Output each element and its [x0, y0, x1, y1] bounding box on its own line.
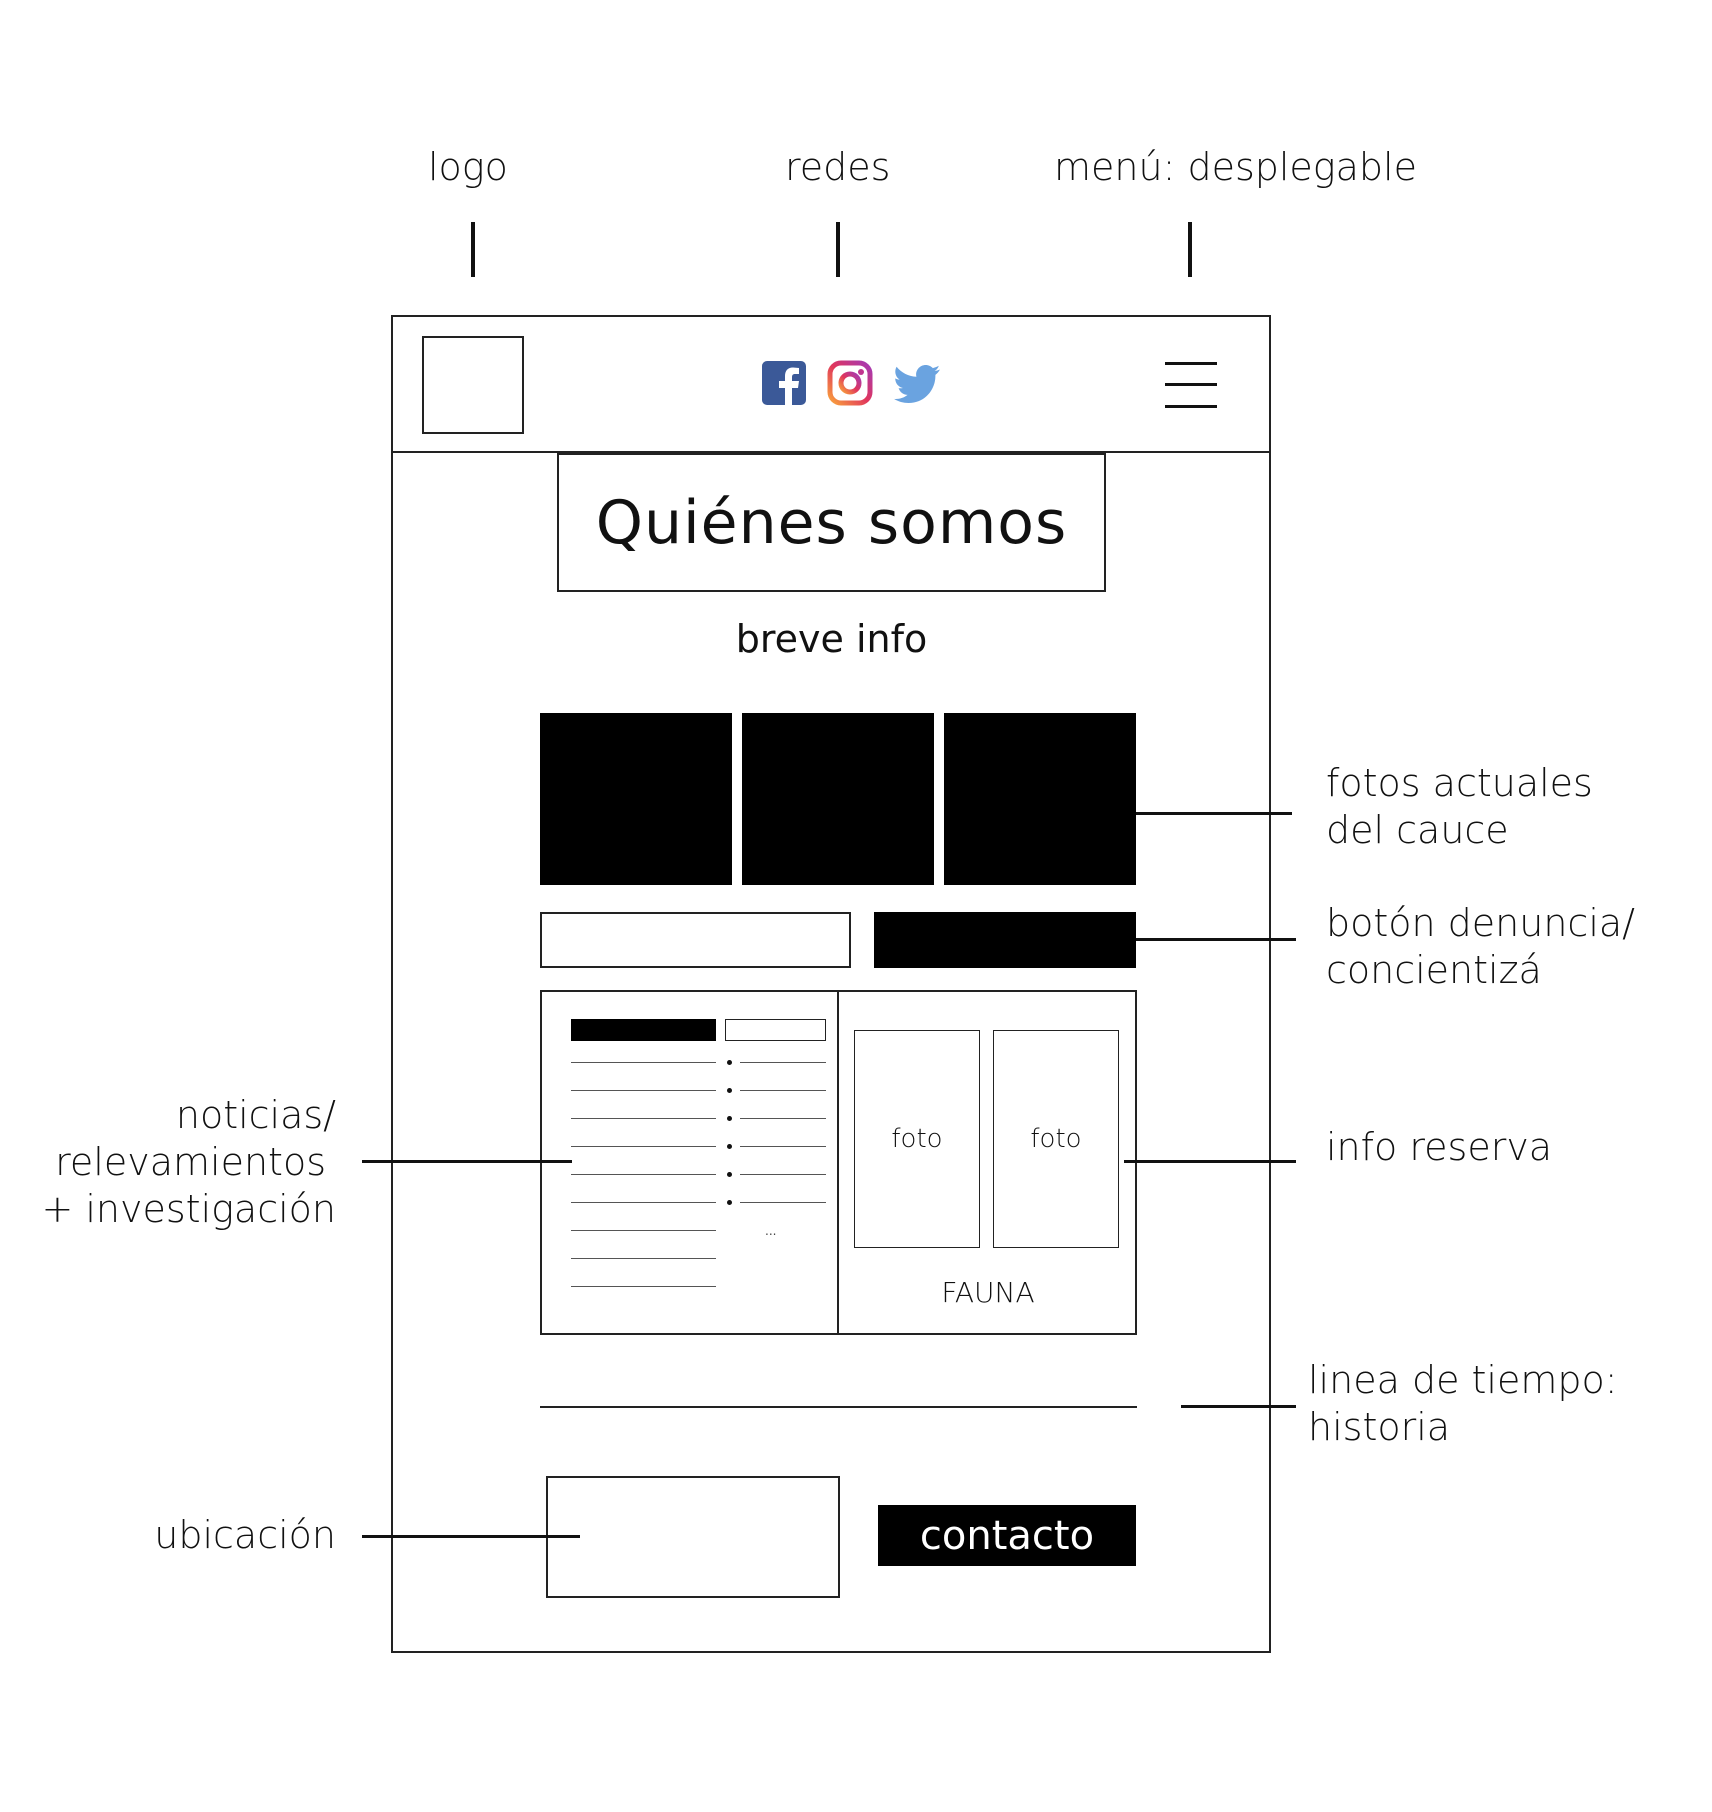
bullet-line — [740, 1146, 826, 1147]
foto-card-2 — [993, 1030, 1119, 1248]
breve-info-text: breve info — [735, 617, 928, 661]
reserva-pointer-line — [1124, 1160, 1296, 1163]
bullet-line — [740, 1202, 826, 1203]
ellipsis: ... — [765, 1224, 777, 1238]
news-heading-bar — [571, 1019, 716, 1041]
annotation-noticias-2: relevamientos — [55, 1140, 326, 1184]
news-line — [571, 1146, 716, 1147]
news-line — [571, 1174, 716, 1175]
redes-pointer-line — [836, 222, 840, 277]
news-line — [571, 1062, 716, 1063]
menu-pointer-line — [1188, 222, 1192, 277]
noticias-pointer-line — [362, 1160, 572, 1163]
bullet-line — [740, 1062, 826, 1063]
facebook-icon[interactable] — [762, 361, 806, 405]
news-line — [571, 1230, 716, 1231]
annotation-logo: logo — [428, 145, 508, 189]
news-tab-box[interactable] — [725, 1019, 826, 1041]
annotation-info-reserva: info reserva — [1326, 1125, 1553, 1169]
fauna-label: FAUNA — [941, 1276, 1035, 1309]
ubicacion-map-box[interactable] — [546, 1476, 840, 1598]
news-line — [571, 1202, 716, 1203]
boton-pointer-line — [1136, 938, 1296, 941]
annotation-fotos-2: del cauce — [1326, 808, 1509, 852]
bullet-dot — [727, 1200, 732, 1205]
bullet-dot — [727, 1116, 732, 1121]
foto-label-1: foto — [891, 1124, 943, 1154]
news-line — [571, 1118, 716, 1119]
page-title: Quiénes somos — [595, 487, 1068, 558]
hamburger-menu-icon[interactable] — [1165, 362, 1217, 408]
twitter-icon[interactable] — [894, 365, 940, 403]
bullet-dot — [727, 1172, 732, 1177]
ubicacion-pointer-line — [362, 1535, 580, 1538]
logo-placeholder[interactable] — [422, 336, 524, 434]
annotation-boton-1: botón denuncia/ — [1326, 901, 1635, 945]
foto-label-2: foto — [1030, 1124, 1082, 1154]
foto-card-1 — [854, 1030, 980, 1248]
bullet-line — [740, 1118, 826, 1119]
photo-block-3 — [944, 713, 1136, 885]
annotation-noticias-3: + investigación — [41, 1187, 336, 1231]
annotation-ubicacion: ubicación — [154, 1513, 336, 1557]
annotation-fotos-1: fotos actuales — [1326, 761, 1593, 805]
timeline-line — [540, 1406, 1137, 1408]
news-line — [571, 1090, 716, 1091]
instagram-icon[interactable] — [827, 360, 873, 406]
annotation-menu: menú: desplegable — [1054, 145, 1417, 189]
denuncia-button[interactable] — [874, 912, 1136, 968]
annotation-linea-1: linea de tiempo: — [1308, 1358, 1618, 1402]
annotation-noticias-1: noticias/ — [175, 1093, 336, 1137]
fotos-pointer-line — [1136, 812, 1292, 815]
photo-block-1 — [540, 713, 732, 885]
annotation-redes: redes — [785, 145, 891, 189]
contacto-button[interactable] — [878, 1505, 1136, 1566]
annotation-linea-2: historia — [1308, 1405, 1451, 1449]
bullet-dot — [727, 1088, 732, 1093]
bullet-line — [740, 1174, 826, 1175]
timeline-pointer-line — [1181, 1405, 1296, 1408]
annotation-boton-2: concientizá — [1326, 948, 1542, 992]
news-line — [571, 1286, 716, 1287]
outline-button[interactable] — [540, 912, 851, 968]
news-line — [571, 1258, 716, 1259]
photo-block-2 — [742, 713, 934, 885]
contacto-label: contacto — [919, 1512, 1095, 1559]
bullet-dot — [727, 1060, 732, 1065]
bullet-dot — [727, 1144, 732, 1149]
title-box — [557, 453, 1106, 592]
bullet-line — [740, 1090, 826, 1091]
logo-pointer-line — [471, 222, 475, 277]
